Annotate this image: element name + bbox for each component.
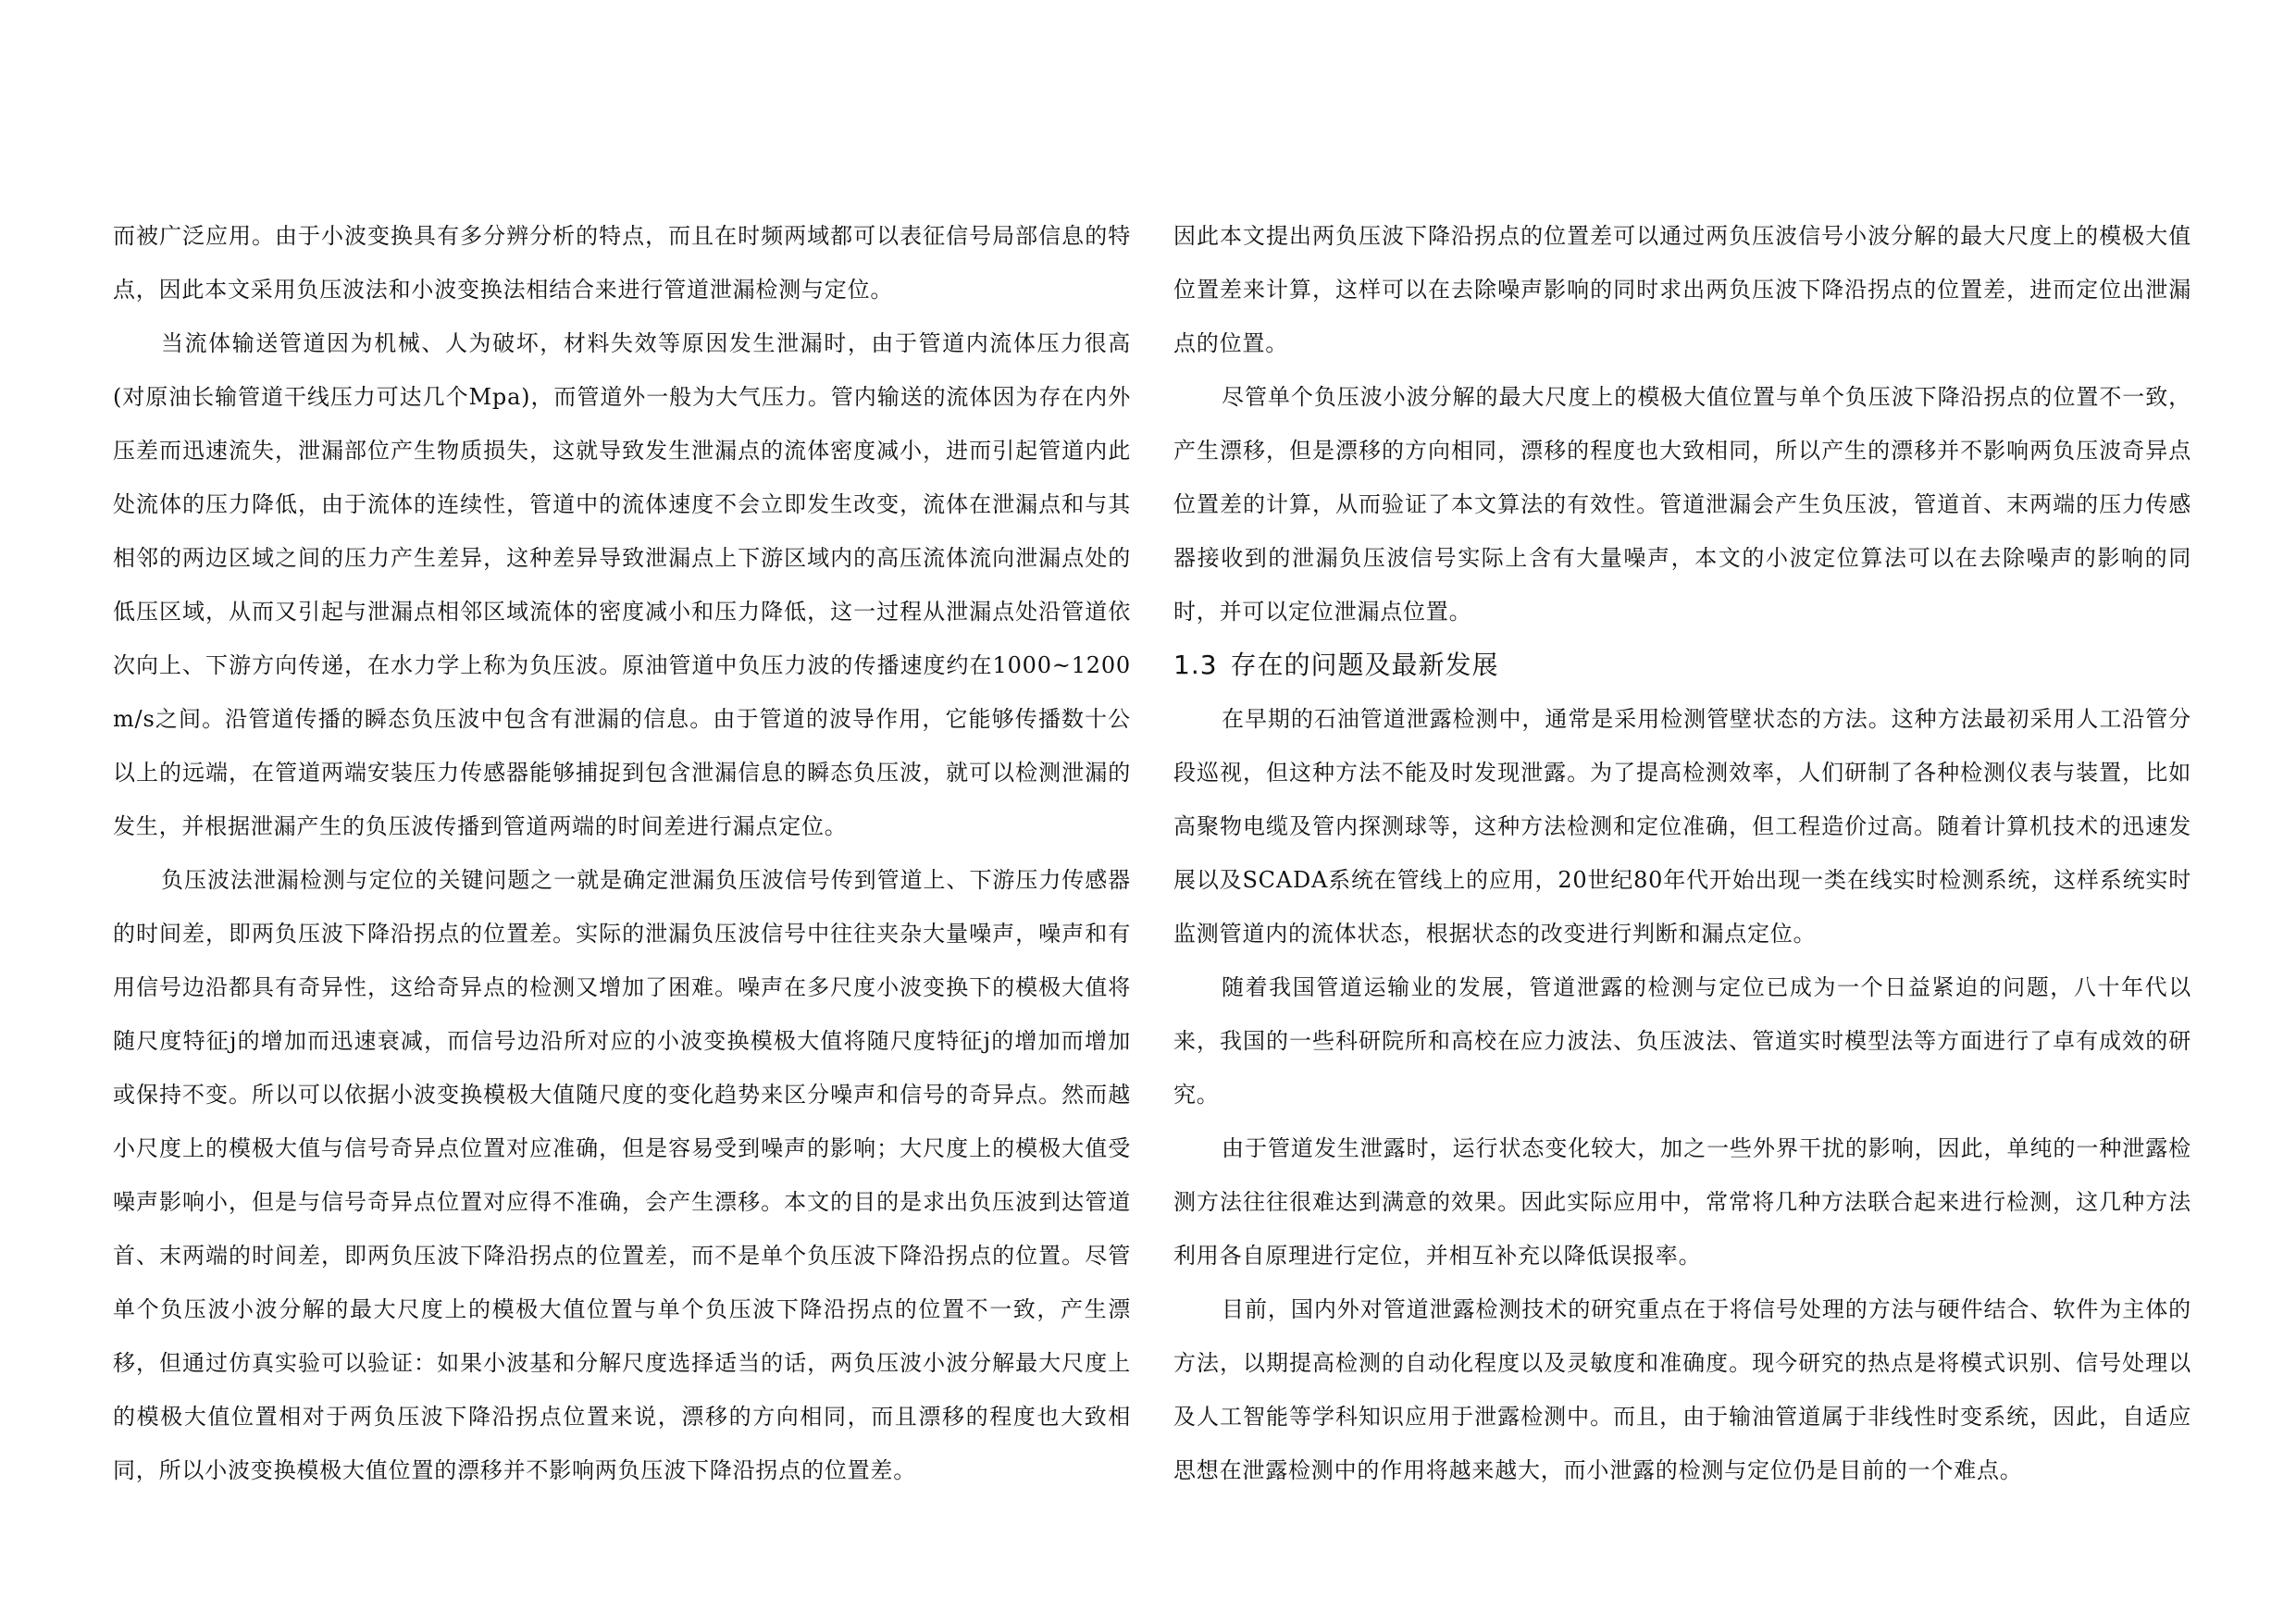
right-paragraph-1: 因此本文提出两负压波下降沿拐点的位置差可以通过两负压波信号小波分解的最大尺度上的模极大值位置差来计算，这样可以在去除噪声影响的同时求出两负压波下降沿拐点的位置差，进而定位出泄漏点的位置。 — [1173, 223, 2191, 356]
right-column — [1173, 209, 2191, 1497]
right-paragraph-3: 在早期的石油管道泄露检测中，通常是采用检测管壁状态的方法。这种方法最初采用人工沿管分段巡视，但这种方法不能及时发现泄露。为了提高检测效率，人们研制了各种检测仪表与装置，比如高聚物电缆及管内探测球等，这种方法检测和定位准确，但工程造价过高。随着计算机技术的迅速发展以及SCADA系统在管线上的应用，20世纪80年代开始出现一类在线实时检测系统，这样系统实时监测管道内的流体状态，根据状态的改变进行判断和漏点定位。 — [1173, 706, 2191, 947]
right-paragraph-2: 尽管单个负压波小波分解的最大尺度上的模极大值位置与单个负压波下降沿拐点的位置不一致，产生漂移，但是漂移的方向相同，漂移的程度也大致相同，所以产生的漂移并不影响两负压波奇异点位置差的计算，从而验证了本文算法的有效性。管道泄漏会产生负压波，管道首、末两端的压力传感器接收到的泄漏负压波信号实际上含有大量噪声，本文的小波定位算法可以在去除噪声的影响的同时，并可以定位泄漏点位置。 — [1173, 384, 2191, 625]
right-paragraph-6: 目前，国内外对管道泄露检测技术的研究重点在于将信号处理的方法与硬件结合、软件为主体的方法，以期提高检测的自动化程度以及灵敏度和准确度。现今研究的热点是将模式识别、信号处理以及人工智能等学科知识应用于泄露检测中。而且，由于输油管道属于非线性时变系统，因此，自适应思想在泄露检测中的作用将越来越大，而小泄露的检测与定位仍是目前的一个难点。 — [1173, 1296, 2191, 1483]
left-paragraph-1: 而被广泛应用。由于小波变换具有多分辨分析的特点，而且在时频两域都可以表征信号局部信息的特点，因此本文采用负压波法和小波变换法相结合来进行管道泄漏检测与定位。 — [113, 223, 1131, 303]
right-paragraph-5: 由于管道发生泄露时，运行状态变化较大，加之一些外界干扰的影响，因此，单纯的一种泄露检测方法往往很难达到满意的效果。因此实际应用中，常常将几种方法联合起来进行检测，这几种方法利用各自原理进行定位，并相互补充以降低误报率。 — [1173, 1135, 2191, 1269]
section-number: 1.3 — [1173, 650, 1218, 680]
section-title: 存在的问题及最新发展 — [1230, 650, 1499, 680]
right-paragraph-4: 随着我国管道运输业的发展，管道泄露的检测与定位已成为一个日益紧迫的问题，八十年代以来，我国的一些科研院所和高校在应力波法、负压波法、管道实时模型法等方面进行了卓有成效的研究。 — [1173, 974, 2191, 1108]
section-heading — [1173, 638, 2191, 692]
left-paragraph-2: 当流体输送管道因为机械、人为破坏，材料失效等原因发生泄漏时，由于管道内流体压力很高(对原油长输管道干线压力可达几个Mpa)，而管道外一般为大气压力。管内输送的流体因为存在内外压差而迅速流失，泄漏部位产生物质损失，这就导致发生泄漏点的流体密度减小，进而引起管道内此处流体的压力降低，由于流体的连续性，管道中的流体速度不会立即发生改变，流体在泄漏点和与其相邻的两边区域之间的压力产生差异，这种差异导致泄漏点上下游区域内的高压流体流向泄漏点处的低压区域，从而又引起与泄漏点相邻区域流体的密度减小和压力降低，这一过程从泄漏点处沿管道依次向上、下游方向传递，在水力学上称为负压波。原油管道中负压力波的传播速度约在1000~1200m/s之间。沿管道传播的瞬态负压波中包含有泄漏的信息。由于管道的波导作用，它能够传播数十公以上的远端，在管道两端安装压力传感器能够捕捉到包含泄漏信息的瞬态负压波，就可以检测泄漏的发生，并根据泄漏产生的负压波传播到管道两端的时间差进行漏点定位。 — [113, 330, 1131, 839]
left-column — [113, 209, 1131, 1497]
left-paragraph-3: 负压波法泄漏检测与定位的关键问题之一就是确定泄漏负压波信号传到管道上、下游压力传感器的时间差，即两负压波下降沿拐点的位置差。实际的泄漏负压波信号中往往夹杂大量噪声，噪声和有用信号边沿都具有奇异性，这给奇异点的检测又增加了困难。噪声在多尺度小波变换下的模极大值将随尺度特征j的增加而迅速衰减，而信号边沿所对应的小波变换模极大值将随尺度特征j的增加而增加或保持不变。所以可以依据小波变换模极大值随尺度的变化趋势来区分噪声和信号的奇异点。然而越小尺度上的模极大值与信号奇异点位置对应准确，但是容易受到噪声的影响；大尺度上的模极大值受噪声影响小，但是与信号奇异点位置对应得不准确，会产生漂移。本文的目的是求出负压波到达管道首、末两端的时间差，即两负压波下降沿拐点的位置差，而不是单个负压波下降沿拐点的位置。尽管单个负压波小波分解的最大尺度上的模极大值位置与单个负压波下降沿拐点的位置不一致，产生漂移，但通过仿真实验可以验证：如果小波基和分解尺度选择适当的话，两负压波小波分解最大尺度上的模极大值位置相对于两负压波下降沿拐点位置来说，漂移的方向相同，而且漂移的程度也大致相同，所以小波变换模极大值位置的漂移并不影响两负压波下降沿拐点的位置差。 — [113, 867, 1131, 1483]
